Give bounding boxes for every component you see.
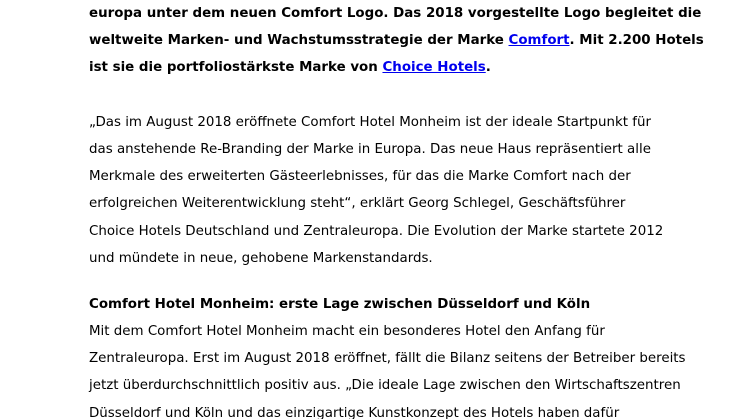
intro-line-3 [89,58,491,78]
intro-line-1-text: europa unter dem neuen Comfort Logo. Das 2018 vorgestellte Logo begleitet die [89,6,702,21]
quote-line: „Das im August 2018 eröffnete Comfort Hotel Monheim ist der ideale Startpunkt für [89,115,651,130]
intro-line-3-after: . [485,60,491,75]
section-line: Mit dem Comfort Hotel Monheim macht ein besonderes Hotel den Anfang für [89,324,605,339]
section-line: Düsseldorf und Köln und das einzigartige Kunstkonzept des Hotels haben dafür [89,406,620,419]
intro-line-1 [89,4,701,24]
intro-line-2-before: weltweite Marken- und Wachstumsstrategie der Marke [89,33,509,48]
section-line: Zentraleuropa. Erst im August 2018 eröffnet, fällt die Bilanz seitens der Betreiber bereits [89,351,686,366]
intro-line-3-before: ist sie die portfoliostärkste Marke von [89,60,383,75]
comfort-link[interactable]: Comfort [508,33,570,48]
quote-line: das anstehende Re-Branding der Marke in Europa. Das neue Haus repräsentiert alle [89,142,651,157]
quote-line: und mündete in neue, gehobene Markenstandards. [89,251,433,266]
quote-line: Choice Hotels Deutschland und Zentraleuropa. Die Evolution der Marke startete 2012 [89,224,664,239]
quote-line: erfolgreichen Weiterentwicklung steht“, erklärt Georg Schlegel, Geschäftsführer [89,196,626,211]
intro-line-2-after: . Mit 2.200 Hotels [569,33,704,48]
intro-line-2 [89,31,704,51]
section-heading: Comfort Hotel Monheim: erste Lage zwischen Düsseldorf und Köln [89,297,591,312]
quote-line: Merkmale des erweiterten Gästeerlebnisses, für das die Marke Comfort nach der [89,169,631,184]
choice-hotels-link[interactable]: Choice Hotels [382,60,486,75]
section-line: jetzt überdurchschnittlich positiv aus. „Die ideale Lage zwischen den Wirtschaftszentren [89,378,681,393]
